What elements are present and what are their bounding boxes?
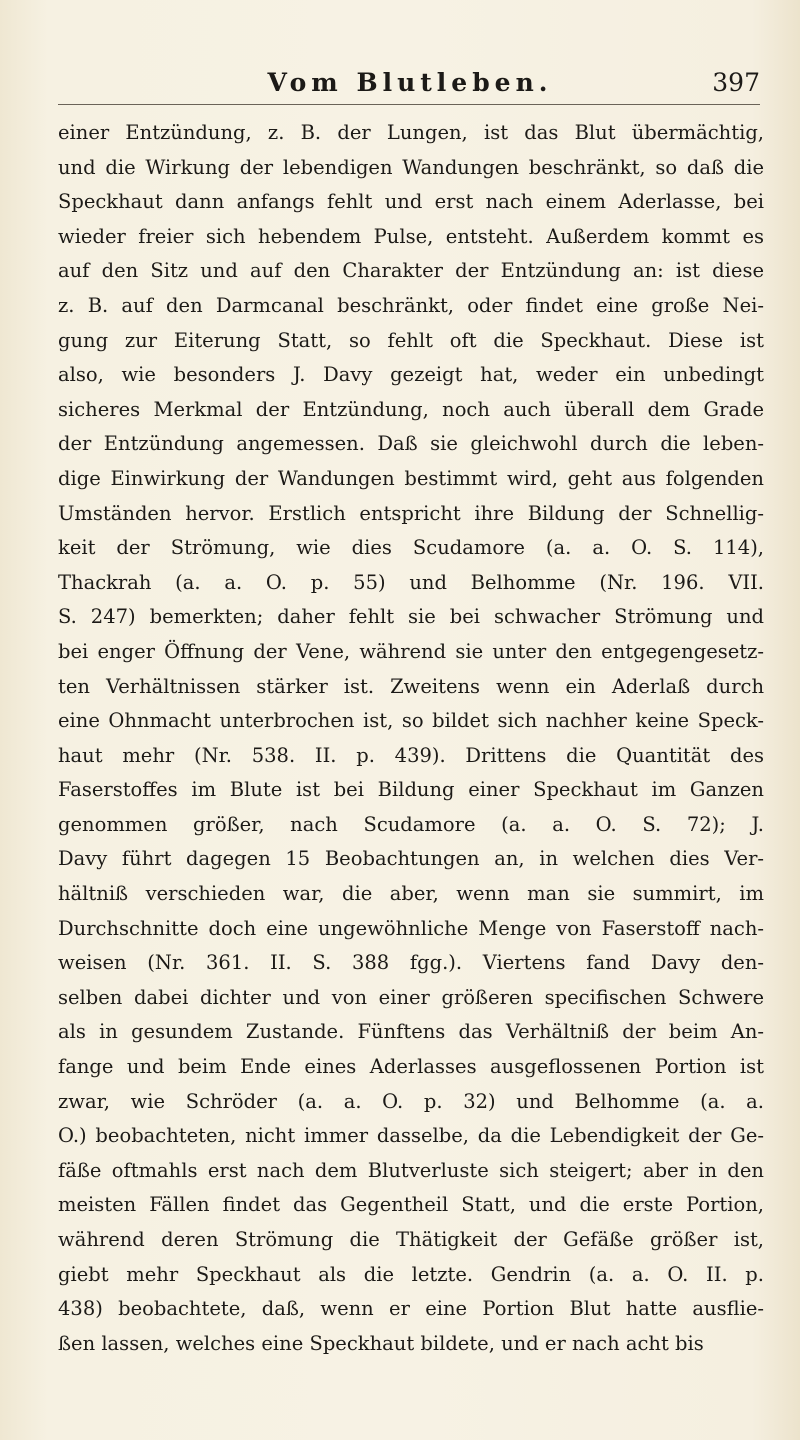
- text-line: Faserstoffes im Blute ist bei Bildung einer Speckhaut im Ganzen: [58, 778, 764, 802]
- text-line: 438) beobachtete, daß, wenn er eine Portion Blut hatte ausflie-: [58, 1297, 764, 1321]
- text-line: und die Wirkung der lebendigen Wandungen beschränkt, so daß die: [58, 155, 764, 179]
- text-line: zwar, wie Schröder (a. a. O. p. 32) und Belhomme (a. a.: [58, 1089, 764, 1113]
- text-line: bei enger Öffnung der Vene, während sie unter den entgegengesetz-: [58, 639, 764, 663]
- text-line: weisen (Nr. 361. II. S. 388 fgg.). Viertens fand Davy den-: [58, 951, 764, 975]
- text-line: also, wie besonders J. Davy gezeigt hat, weder ein unbedingt: [58, 363, 764, 387]
- header-rule: [58, 104, 760, 105]
- text-line: wieder freier sich hebendem Pulse, entsteht. Außerdem kommt es: [58, 224, 764, 248]
- text-line: dige Einwirkung der Wandungen bestimmt wird, geht aus folgenden: [58, 466, 764, 490]
- text-line: S. 247) bemerkten; daher fehlt sie bei schwacher Strömung und: [58, 605, 764, 629]
- page-header: [60, 64, 760, 104]
- text-line: Speckhaut dann anfangs fehlt und erst nach einem Aderlasse, bei: [58, 190, 764, 214]
- text-line: genommen größer, nach Scudamore (a. a. O. S. 72); J.: [58, 812, 764, 836]
- text-line: z. B. auf den Darmcanal beschränkt, oder findet eine große Nei-: [58, 293, 764, 317]
- text-line: Thackrah (a. a. O. p. 55) und Belhomme (Nr. 196. VII.: [58, 570, 764, 594]
- text-line: giebt mehr Speckhaut als die letzte. Gendrin (a. a. O. II. p.: [58, 1262, 764, 1286]
- text-line: gung zur Eiterung Statt, so fehlt oft die Speckhaut. Diese ist: [58, 328, 764, 352]
- text-line: eine Ohnmacht unterbrochen ist, so bildet sich nachher keine Speck-: [58, 709, 764, 733]
- text-line: während deren Strömung die Thätigkeit der Gefäße größer ist,: [58, 1228, 764, 1251]
- body-text: [58, 116, 764, 1361]
- text-line: meisten Fällen findet das Gegentheil Statt, und die erste Portion,: [58, 1193, 764, 1217]
- text-line: sicheres Merkmal der Entzündung, noch auch überall dem Grade: [58, 397, 764, 421]
- text-line: Umständen hervor. Erstlich entspricht ihre Bildung der Schnellig-: [58, 501, 764, 525]
- text-line: ten Verhältnissen stärker ist. Zweitens wenn ein Aderlaß durch: [58, 674, 764, 698]
- text-line: selben dabei dichter und von einer größeren specifischen Schwere: [58, 985, 764, 1009]
- text-line: fange und beim Ende eines Aderlasses ausgeflossenen Portion ist: [58, 1055, 764, 1079]
- page-number: 397: [712, 68, 760, 97]
- text-line: O.) beobachteten, nicht immer dasselbe, da die Lebendigkeit der Ge-: [58, 1124, 764, 1148]
- text-line: Davy führt dagegen 15 Beobachtungen an, in welchen dies Ver-: [58, 847, 764, 871]
- text-line: haut mehr (Nr. 538. II. p. 439). Drittens die Quantität des: [58, 743, 764, 767]
- text-line: keit der Strömung, wie dies Scudamore (a. a. O. S. 114),: [58, 536, 764, 560]
- text-line: auf den Sitz und auf den Charakter der Entzündung an: ist diese: [58, 259, 764, 283]
- text-line: Durchschnitte doch eine ungewöhnliche Menge von Faserstoff nach-: [58, 916, 764, 940]
- text-line: als in gesundem Zustande. Fünftens das Verhältniß der beim An-: [58, 1020, 764, 1044]
- text-line: der Entzündung angemessen. Daß sie gleichwohl durch die leben-: [58, 432, 764, 456]
- text-line: einer Entzündung, z. B. der Lungen, ist das Blut übermächtig,: [58, 121, 764, 144]
- text-line: hältniß verschieden war, die aber, wenn man sie summirt, im: [58, 882, 764, 906]
- running-head: Vom Blutleben.: [267, 68, 553, 97]
- text-line: fäße oftmahls erst nach dem Blutverluste sich steigert; aber in den: [58, 1158, 764, 1182]
- text-line: ßen lassen, welches eine Speckhaut bildete, und er nach acht bis: [58, 1331, 704, 1355]
